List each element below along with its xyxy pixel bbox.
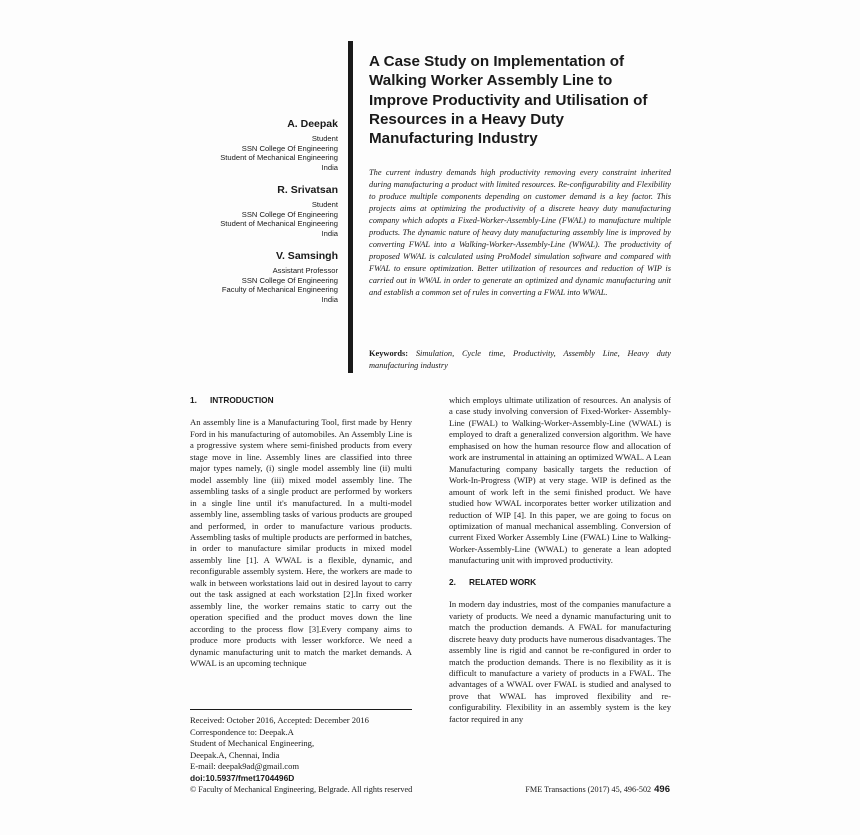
author-name: A. Deepak bbox=[287, 118, 338, 130]
correspondence-department: Student of Mechanical Engineering, bbox=[190, 738, 315, 748]
doi: doi:10.5937/fmet1704496D bbox=[190, 772, 295, 783]
author-block bbox=[200, 118, 338, 316]
journal-footer bbox=[525, 784, 670, 795]
author-name: R. Srivatsan bbox=[277, 184, 338, 196]
abstract: The current industry demands high productivity removing every constraint inherited during manufacturing a product with limited resources. Re-configurability and Flexibility to produce multiple components depending on customer demand is a key factor. This projects aims at optimizing the productivity of a discrete heavy duty manufacturing company which adopts a Fixed-Worker-Assembly-Line (FWAL) to manufacture multiple products. The dynamic nature of heavy duty manufacturing assembly line is improved by converting FWAL into a Walking-Worker-Assembly-Line (WWAL). The productivity of proposed WWAL is calculated using ProModel simulation software and compared with FWAL to ensure optimization. Better utilization of resources and reduction of WIP is carried out in WWAL in order to generate an optimized and dynamic manufacturing unit and establish a common set of rules in converting a FWAL into WWAL. bbox=[369, 168, 671, 297]
section-heading-related-work bbox=[449, 577, 671, 588]
page-number: 496 bbox=[654, 784, 670, 795]
related-work-paragraph: In modern day industries, most of the companies manufacture a variety of products. We need a dynamic manufacturing unit to match the production demands. A FWAL for manufacturing discrete heavy duty products have numerous disadvantages. The assembly line is rigid and cannot be re-configured in order to match the production demands. There is no flexibility as it is difficult to manufacture a variety of products in a FWAL. The advantages of a WWAL over FWAL is studied and analysed to prove that WWAL has improved flexibility and re-configurability. Flexibility in an assembly system is the key factor required in any bbox=[449, 599, 671, 724]
section-title: RELATED WORK bbox=[469, 576, 537, 587]
footnote bbox=[190, 715, 430, 784]
received-date: Received: October 2016, Accepted: December 2016 bbox=[190, 715, 369, 725]
vertical-divider-bar bbox=[348, 41, 353, 373]
keywords bbox=[369, 348, 671, 372]
footnote-rule bbox=[190, 709, 412, 710]
author-role: Student bbox=[311, 134, 338, 143]
author-institution: SSN College Of Engineering bbox=[241, 275, 338, 285]
right-column bbox=[449, 395, 671, 725]
author-country: India bbox=[321, 294, 338, 304]
keywords-label: Keywords: bbox=[369, 349, 409, 358]
introduction-paragraph: An assembly line is a Manufacturing Tool, first made by Henry Ford in his manufacturing of automobiles. An Assembly Line is a progressive system where semi-finished products from every stage move in line. Assembly lines are classified into three major types namely, (i) single model assembly line (ii) multi model assembly line (iii) mixed model assembly line. The assembling tasks of a single product are performed by workers in a single line until it's manufactured. In a multi-model assembly line, assembling tasks of various products are grouped and performed, in order to manufacture various products. Assembling tasks of multiple products are performed in batches, in order to manufacture similar products in mixed model assembly line [1]. A WWAL is a flexible, dynamic, and reconfigurable assembly system. Here, the workers are made to walk in between workstations laid out in desired layout to carry out the task assigned at each workstation [2].In fixed worker assembly line, the worker remains static to carry out the operation specified and the product moves down the line according to the process flow [3].Every company aims to produce more products with lesser workforce. We need a dynamic manufacturing unit to match the market demands. A WWAL is an upcoming technique bbox=[190, 417, 412, 668]
paper-title: A Case Study on Implementation of Walking Worker Assembly Line to Improve Productivity and Utilisation of Resources in a Heavy Duty Manufacturing Industry bbox=[369, 53, 648, 148]
keywords-text: Simulation, Cycle time, Productivity, Assembly Line, Heavy duty manufacturing industry bbox=[369, 349, 671, 370]
author-entry bbox=[200, 118, 338, 172]
author-department: Student of Mechanical Engineering bbox=[220, 153, 338, 162]
introduction-continued-paragraph: which employs ultimate utilization of resources. An analysis of a case study involving conversion of Fixed-Worker- Assembly-Line (FWAL) to Walking-Worker-Assembly-Line (WWAL) is employed to draft a generalized conversion algorithm. We have emphasised on how the human resource flow and allocation of work are instrumental in attaining an optimized WWAL. A Lean Manufacturing company basically targets the reduction of Work-In-Progress (WIP) at very stage. WIP is defined as the amount of work left in the semi finished product. We have studied how WWAL incorporates better worker utilization and reduction of WIP [4]. In this paper, we are going to focus on optimization of manual mechanical assembling. Conversion of current Fixed Worker Assembly Line (FWAL) Line to Walking-Worker-Assembly-Line (WWAL) to generate a lean adopted manufacturing unit with improved productivity. bbox=[449, 395, 671, 566]
section-title: INTRODUCTION bbox=[210, 395, 274, 405]
author-department: Student of Mechanical Engineering bbox=[220, 219, 338, 228]
author-institution: SSN College Of Engineering bbox=[241, 209, 338, 219]
author-role: Student bbox=[311, 200, 338, 209]
correspondence-email: E-mail: deepak9ad@gmail.com bbox=[190, 761, 300, 771]
journal-citation: FME Transactions (2017) 45, 496-502 bbox=[525, 785, 652, 794]
author-entry bbox=[200, 250, 338, 304]
section-number: 2. bbox=[449, 576, 456, 587]
left-column bbox=[190, 395, 412, 669]
author-country: India bbox=[321, 162, 338, 172]
author-institution: SSN College Of Engineering bbox=[241, 143, 338, 153]
author-entry bbox=[200, 184, 338, 238]
author-name: V. Samsingh bbox=[275, 250, 338, 262]
section-number: 1. bbox=[190, 395, 197, 405]
copyright-footer: © Faculty of Mechanical Engineering, Belgrade. All rights reserved bbox=[190, 785, 413, 794]
section-heading-introduction bbox=[190, 395, 412, 406]
correspondence: Correspondence to: Deepak.A bbox=[190, 726, 294, 737]
author-role: Assistant Professor bbox=[272, 266, 338, 275]
correspondence-address: Deepak.A, Chennai, India bbox=[190, 749, 280, 760]
author-department: Faculty of Mechanical Engineering bbox=[221, 285, 338, 294]
author-country: India bbox=[321, 228, 338, 238]
